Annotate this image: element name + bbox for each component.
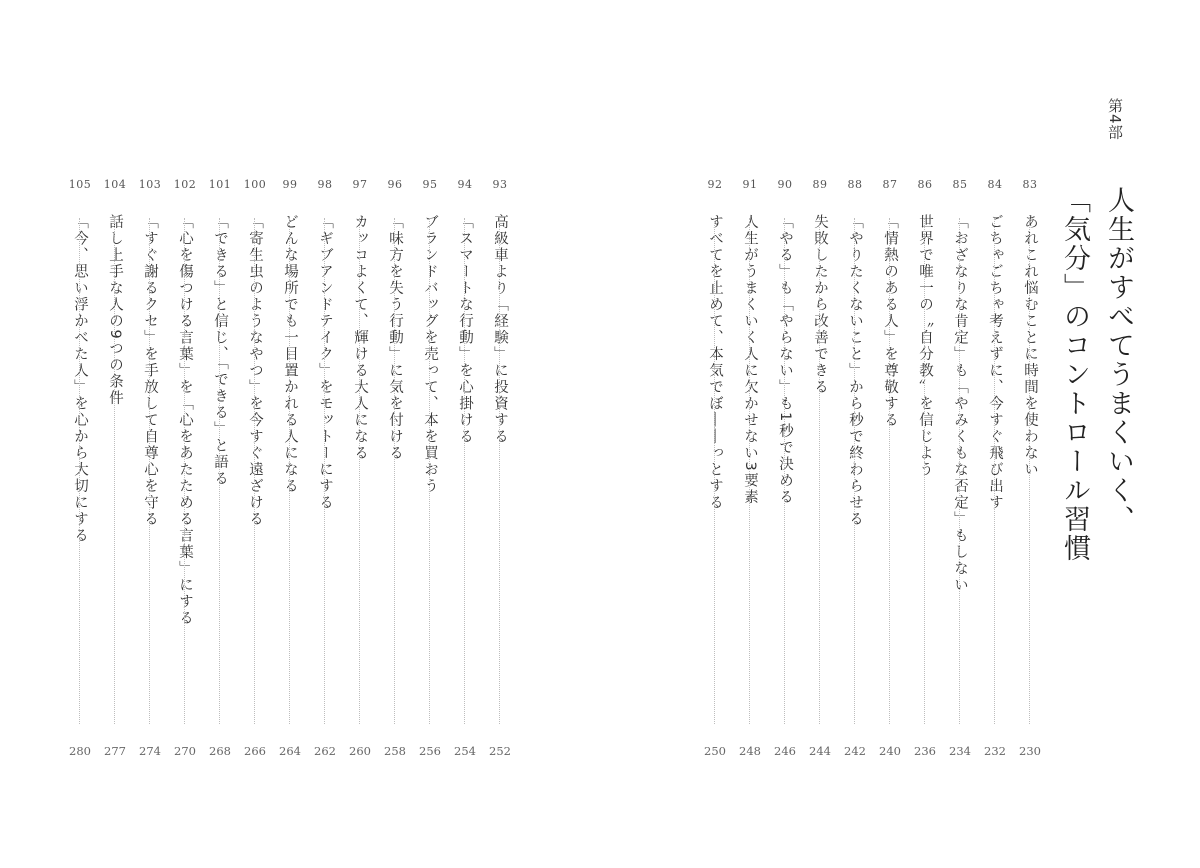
dot-leader — [149, 218, 150, 724]
entry-page: 244 — [809, 744, 831, 758]
dot-leader — [994, 218, 995, 724]
entry-page: 262 — [314, 744, 336, 758]
entry-number: 90 — [777, 178, 793, 191]
dot-leader — [819, 218, 820, 724]
toc-entry[interactable] — [839, 178, 871, 758]
toc-entry[interactable] — [344, 178, 376, 758]
entry-title: 「情熱のある人」を尊敬する — [882, 214, 898, 429]
entry-number: 87 — [882, 178, 898, 191]
entry-page: 264 — [279, 744, 301, 758]
toc-entry[interactable] — [1014, 178, 1046, 758]
toc-entry[interactable] — [449, 178, 481, 758]
entry-number: 86 — [917, 178, 933, 191]
dot-leader — [114, 218, 115, 724]
entry-title: 「心を傷つける言葉」を「心をあたためる言葉」にする — [177, 214, 193, 627]
entry-number: 97 — [352, 178, 368, 191]
dot-leader — [1029, 218, 1030, 724]
toc-entry[interactable] — [169, 178, 201, 758]
entry-title: カッコよくて、輝ける大人になる — [352, 214, 368, 462]
toc-entry[interactable] — [909, 178, 941, 758]
entry-title: どんな場所でも一目置かれる人になる — [282, 214, 298, 495]
dot-leader — [499, 218, 500, 724]
toc-entry[interactable] — [734, 178, 766, 758]
entry-title: 話し上手な人の9つの条件 — [107, 214, 123, 407]
entry-page: 234 — [949, 744, 971, 758]
dot-leader — [889, 218, 890, 724]
dot-leader — [714, 218, 715, 724]
part-title-line-1: 人生がすべてうまくいく、 — [1103, 186, 1134, 534]
toc-entry[interactable] — [874, 178, 906, 758]
toc-entry[interactable] — [134, 178, 166, 758]
entry-page: 232 — [984, 744, 1006, 758]
entry-title: 「すぐ謝るクセ」を手放して自尊心を守る — [142, 214, 158, 528]
entry-page: 250 — [704, 744, 726, 758]
entry-page: 274 — [139, 744, 161, 758]
entry-title: 「寄生虫のようなやつ」を今すぐ遠ざける — [247, 214, 263, 528]
dot-leader — [924, 218, 925, 724]
entry-page: 246 — [774, 744, 796, 758]
entry-page: 236 — [914, 744, 936, 758]
entry-title: 「やる」も「やらない」も1秒で決める — [777, 214, 793, 506]
entry-page: 268 — [209, 744, 231, 758]
entry-title: ブランドバッグを売って、本を買おう — [422, 214, 438, 495]
dot-leader — [749, 218, 750, 724]
dot-leader — [854, 218, 855, 724]
entry-number: 91 — [742, 178, 758, 191]
entry-number: 83 — [1022, 178, 1038, 191]
toc-entry[interactable] — [769, 178, 801, 758]
entry-number: 100 — [243, 178, 267, 191]
toc-entry[interactable] — [979, 178, 1011, 758]
entry-title: すべてを止めて、本気でぼ――っとする — [707, 214, 723, 511]
toc-entry[interactable] — [239, 178, 271, 758]
entry-title: 失敗したから改善できる — [812, 214, 828, 396]
entry-title: あれこれ悩むことに時間を使わない — [1022, 214, 1038, 478]
entry-title: ごちゃごちゃ考えずに、今すぐ飛び出す — [987, 214, 1003, 511]
dot-leader — [359, 218, 360, 724]
entry-number: 103 — [138, 178, 162, 191]
dot-leader — [219, 218, 220, 724]
entry-number: 92 — [707, 178, 723, 191]
entry-title: 「スマートな行動」を心掛ける — [457, 214, 473, 445]
entry-title: 「今、思い浮かべた人」を心から大切にする — [72, 214, 88, 544]
entry-number: 98 — [317, 178, 333, 191]
entry-page: 280 — [69, 744, 91, 758]
entry-number: 85 — [952, 178, 968, 191]
entry-number: 105 — [68, 178, 92, 191]
entry-page: 252 — [489, 744, 511, 758]
entry-title: 「ギブアンドテイク」をモットーにする — [317, 214, 333, 511]
entry-title: 「できる」と信じ、「できる」と語る — [212, 214, 228, 488]
entry-page: 270 — [174, 744, 196, 758]
entry-page: 254 — [454, 744, 476, 758]
part-title-line-2: 「気分」のコントロール習慣 — [1059, 186, 1090, 563]
toc-entry[interactable] — [274, 178, 306, 758]
entry-page: 242 — [844, 744, 866, 758]
dot-leader — [254, 218, 255, 724]
toc-entry[interactable] — [64, 178, 96, 758]
entry-number: 104 — [103, 178, 127, 191]
toc-entry[interactable] — [484, 178, 516, 758]
entry-title: 高級車より「経験」に投資する — [492, 214, 508, 445]
dot-leader — [394, 218, 395, 724]
entry-title: 人生がうまくいく人に欠かせない3要素 — [742, 214, 758, 506]
entry-number: 101 — [208, 178, 232, 191]
toc-entry[interactable] — [309, 178, 341, 758]
dot-leader — [79, 218, 80, 724]
dot-leader — [464, 218, 465, 724]
entry-number: 95 — [422, 178, 438, 191]
entry-page: 266 — [244, 744, 266, 758]
entry-page: 230 — [1019, 744, 1041, 758]
dot-leader — [289, 218, 290, 724]
toc-entry[interactable] — [804, 178, 836, 758]
entry-title: 「おざなりな肯定」も「やみくもな否定」もしない — [952, 214, 968, 594]
entry-number: 94 — [457, 178, 473, 191]
entry-title: 「やりたくないこと」から秒で終わらせる — [847, 214, 863, 528]
toc-entry[interactable] — [414, 178, 446, 758]
dot-leader — [784, 218, 785, 724]
entry-page: 277 — [104, 744, 126, 758]
dot-leader — [959, 218, 960, 724]
entry-number: 102 — [173, 178, 197, 191]
toc-entry[interactable] — [99, 178, 131, 758]
entry-page: 260 — [349, 744, 371, 758]
dot-leader — [429, 218, 430, 724]
part-title — [1052, 186, 1140, 563]
entry-title: 世界で唯一の〝自分教〟を信じよう — [917, 214, 933, 478]
entry-page: 256 — [419, 744, 441, 758]
dot-leader — [184, 218, 185, 724]
entry-number: 96 — [387, 178, 403, 191]
part-label: 第4部 — [1106, 98, 1124, 141]
toc-entry[interactable] — [204, 178, 236, 758]
entry-page: 258 — [384, 744, 406, 758]
dot-leader — [324, 218, 325, 724]
entry-number: 93 — [492, 178, 508, 191]
entry-page: 240 — [879, 744, 901, 758]
toc-entry[interactable] — [379, 178, 411, 758]
entry-number: 84 — [987, 178, 1003, 191]
entry-number: 89 — [812, 178, 828, 191]
toc-entry[interactable] — [699, 178, 731, 758]
entry-number: 88 — [847, 178, 863, 191]
entry-title: 「味方を失う行動」に気を付ける — [387, 214, 403, 462]
entry-number: 99 — [282, 178, 298, 191]
entry-page: 248 — [739, 744, 761, 758]
toc-entry[interactable] — [944, 178, 976, 758]
